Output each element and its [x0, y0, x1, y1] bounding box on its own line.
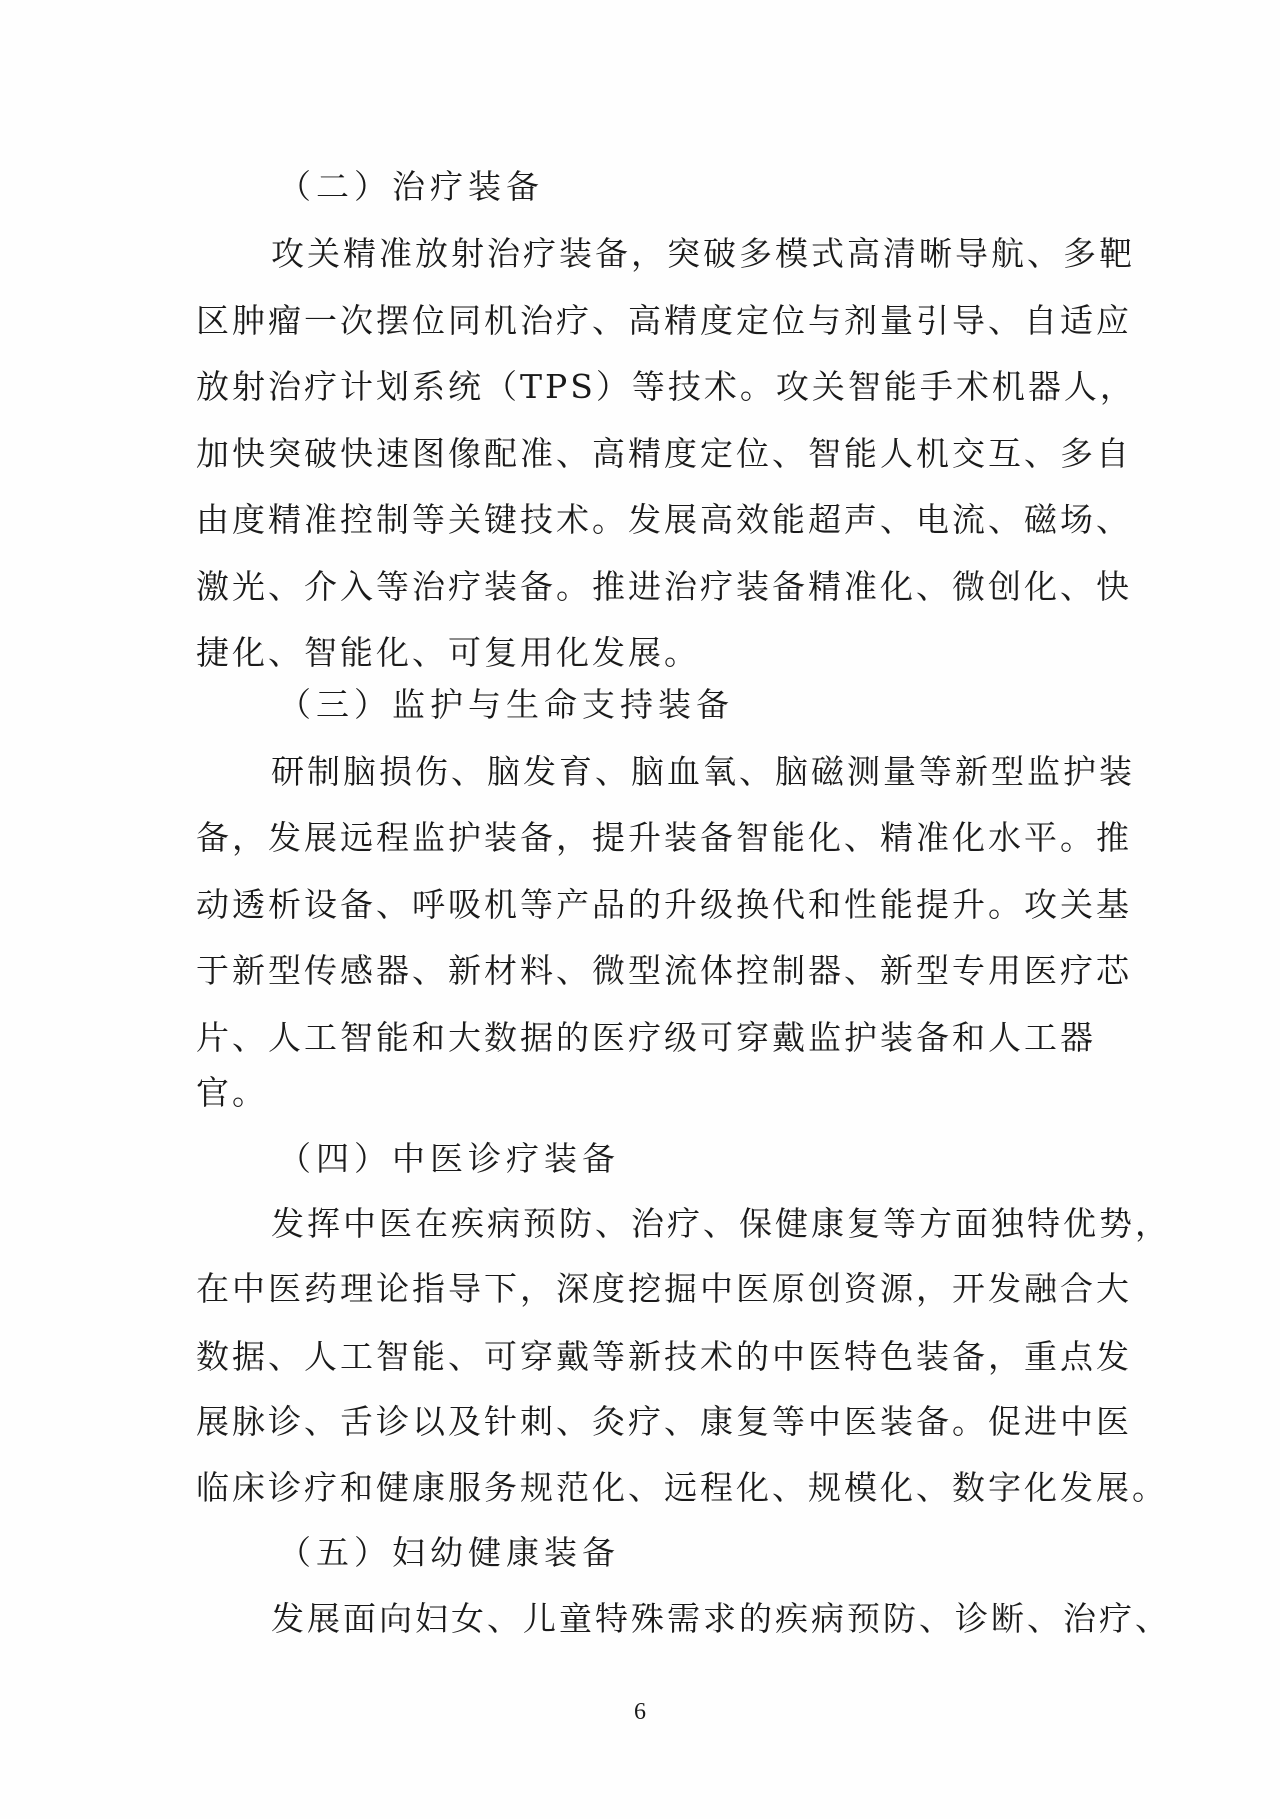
paragraph-line: 捷化、智能化、可复用化发展。 — [196, 633, 700, 672]
section-heading: （三）监护与生命支持装备 — [278, 685, 734, 724]
paragraph-line: 于新型传感器、新材料、微型流体控制器、新型专用医疗芯 — [196, 951, 1132, 990]
paragraph-line: 加快突破快速图像配准、高精度定位、智能人机交互、多自 — [196, 434, 1132, 473]
paragraph-line: 激光、介入等治疗装备。推进治疗装备精准化、微创化、快 — [196, 567, 1132, 606]
section-heading: （五）妇幼健康装备 — [278, 1533, 620, 1572]
paragraph-line: 由度精准控制等关键技术。发展高效能超声、电流、磁场、 — [196, 500, 1132, 539]
section-heading: （二）治疗装备 — [278, 167, 544, 206]
paragraph-line: 展脉诊、舌诊以及针刺、灸疗、康复等中医装备。促进中医 — [196, 1402, 1132, 1441]
paragraph-line: 在中医药理论指导下，深度挖掘中医原创资源，开发融合大 — [196, 1269, 1132, 1308]
paragraph-line: 备，发展远程监护装备，提升装备智能化、精准化水平。推 — [196, 818, 1132, 857]
paragraph-line: 攻关精准放射治疗装备，突破多模式高清晰导航、多靶 — [271, 234, 1135, 273]
paragraph-line: 片、人工智能和大数据的医疗级可穿戴监护装备和人工器 — [196, 1018, 1096, 1057]
paragraph-line: 数据、人工智能、可穿戴等新技术的中医特色装备，重点发 — [196, 1337, 1132, 1376]
section-heading: （四）中医诊疗装备 — [278, 1139, 620, 1178]
paragraph-line: 区肿瘤一次摆位同机治疗、高精度定位与剂量引导、自适应 — [196, 301, 1132, 340]
paragraph-line: 官。 — [196, 1073, 268, 1112]
paragraph-line: 动透析设备、呼吸机等产品的升级换代和性能提升。攻关基 — [196, 885, 1132, 924]
paragraph-line: 放射治疗计划系统（TPS）等技术。攻关智能手术机器人， — [196, 367, 1136, 406]
page-number: 6 — [634, 1699, 646, 1725]
paragraph-line: 发挥中医在疾病预防、治疗、保健康复等方面独特优势， — [271, 1204, 1171, 1243]
paragraph-line: 研制脑损伤、脑发育、脑血氧、脑磁测量等新型监护装 — [271, 752, 1135, 791]
paragraph-line: 发展面向妇女、儿童特殊需求的疾病预防、诊断、治疗、 — [271, 1599, 1171, 1638]
paragraph-line: 临床诊疗和健康服务规范化、远程化、规模化、数字化发展。 — [196, 1468, 1168, 1507]
